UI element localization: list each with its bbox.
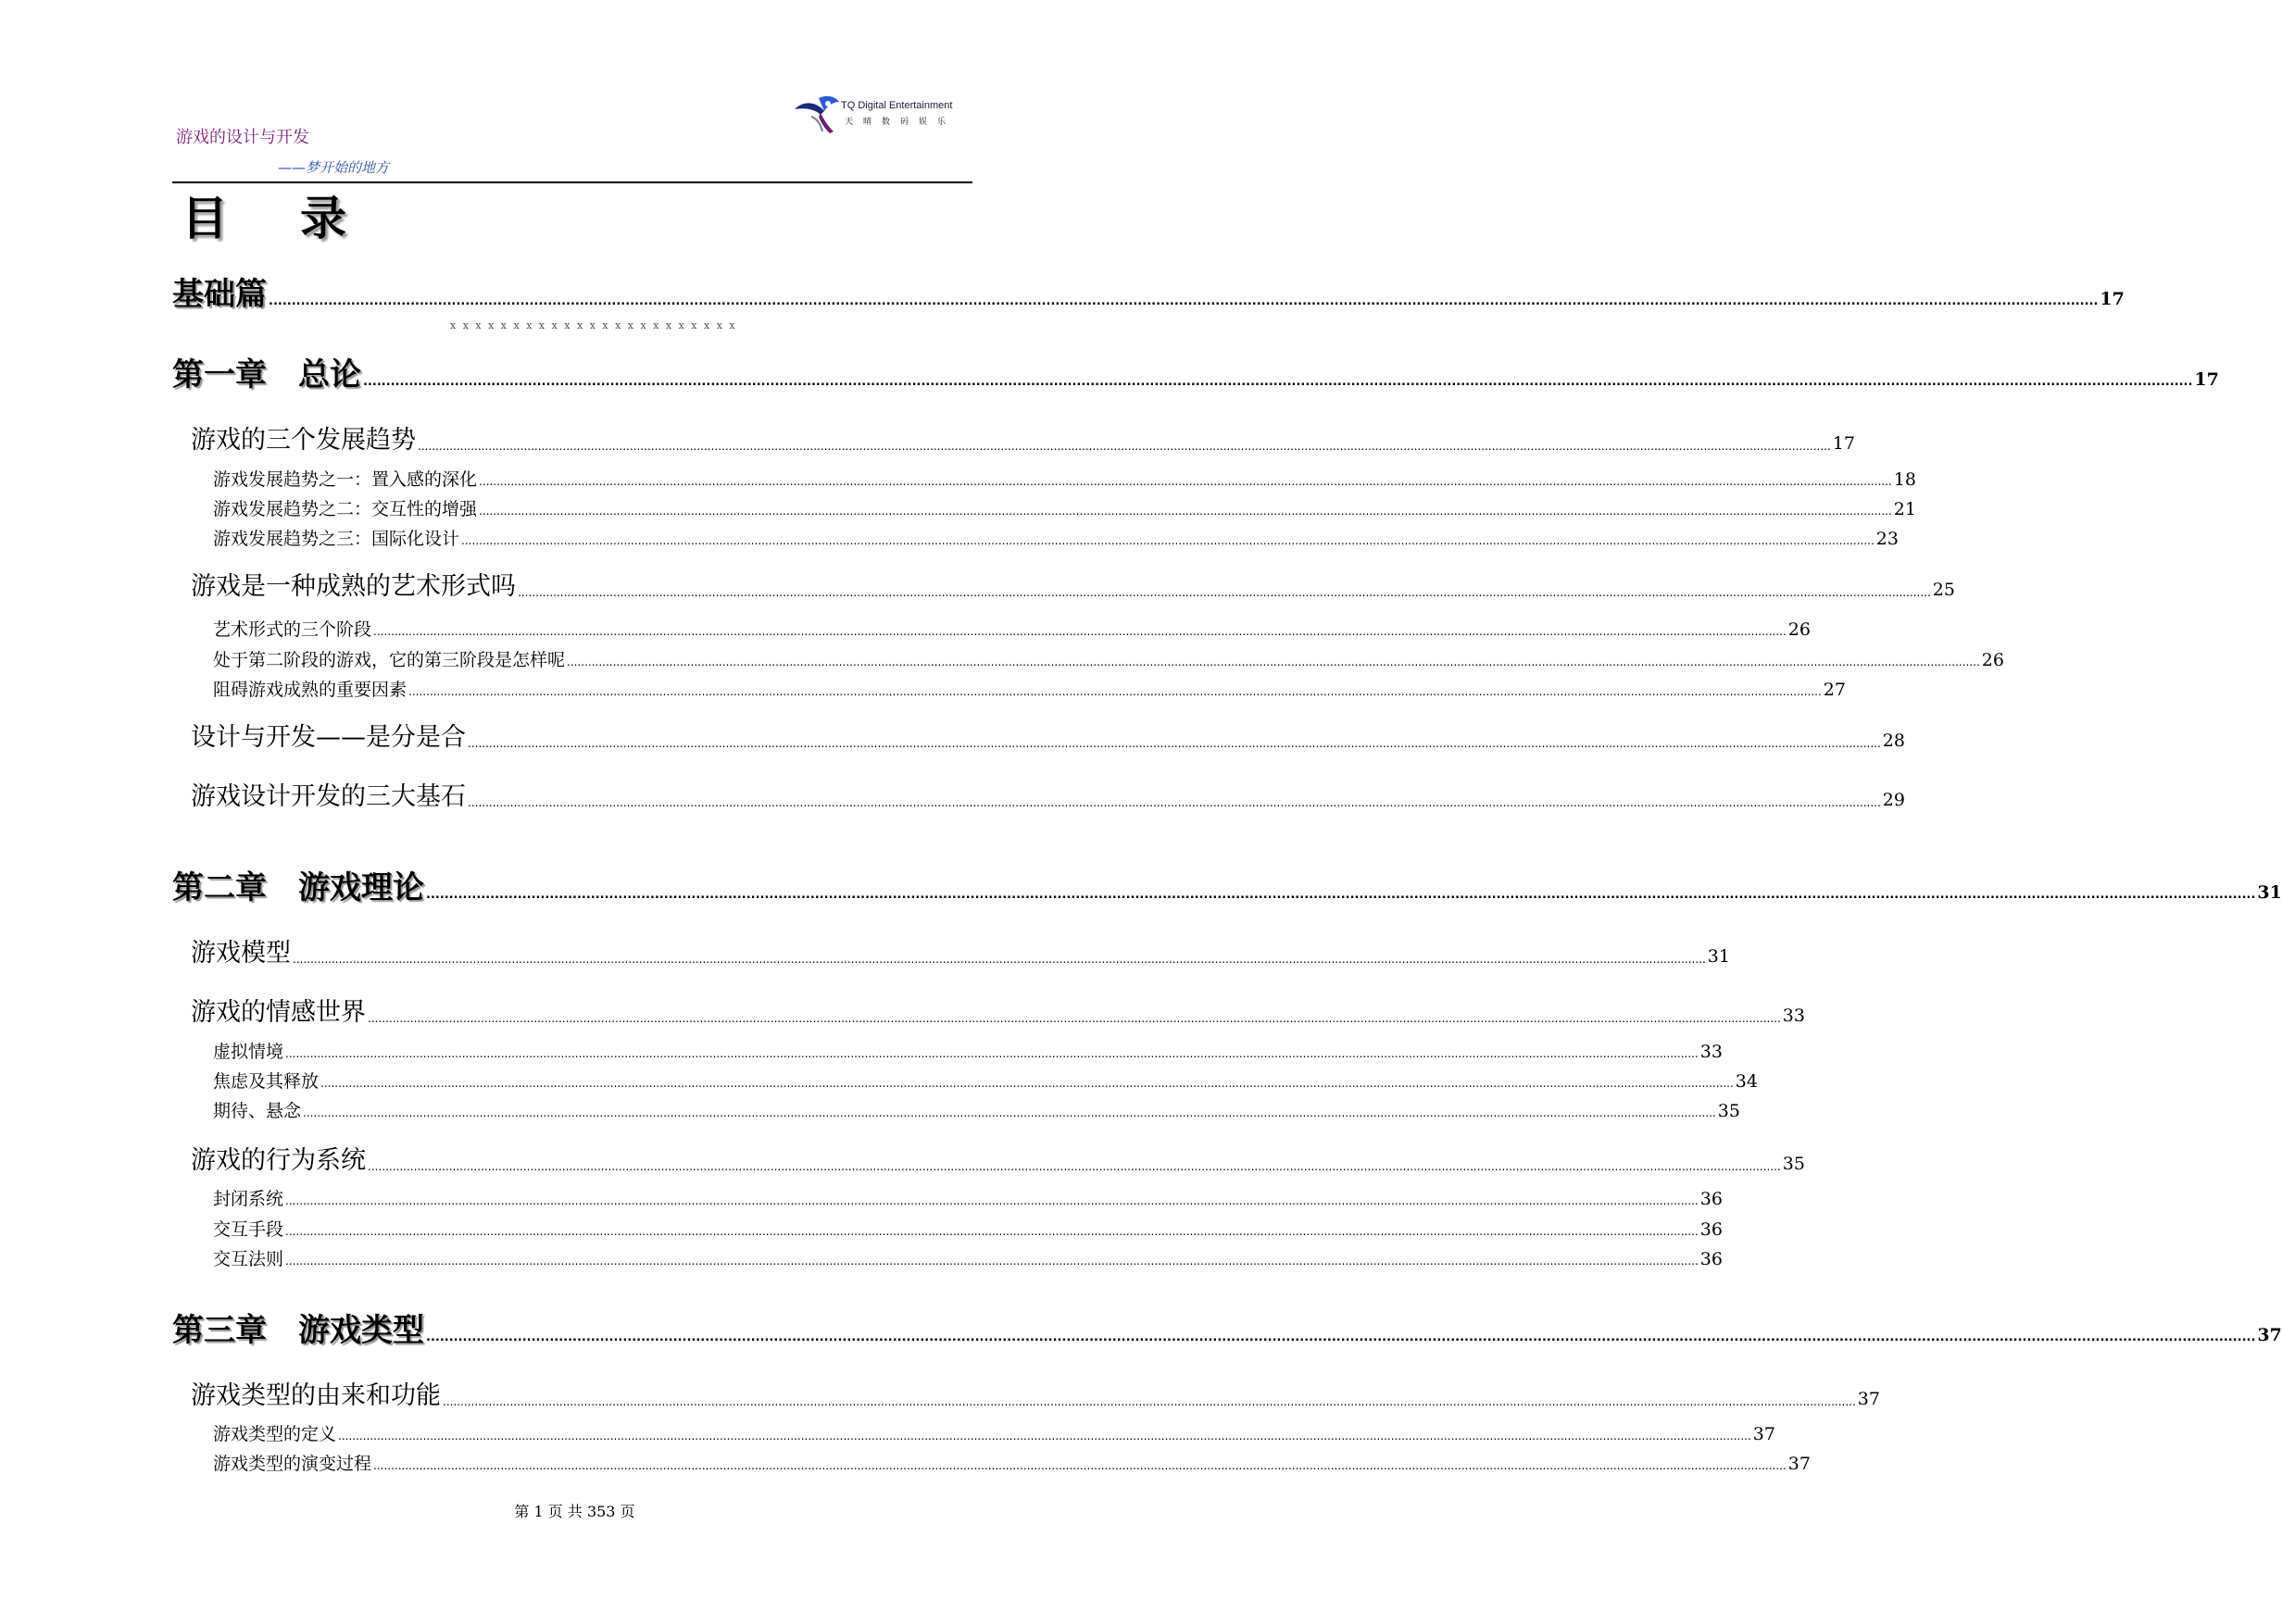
toc-entry-title: 第一章 总论 <box>172 356 361 394</box>
toc-leader-dots: ................................................................................................................................................................................................................................................................................................................................................................................................................ <box>461 534 1874 547</box>
toc-leader-dots: ................................................................................................................................................................................................................................................................................................................................................................................................................ <box>567 656 1980 668</box>
toc-leader-dots: ................................................................................................................................................................................................................................................................................................................................................................................................................ <box>285 1047 1699 1060</box>
page-footer: 第 1 页 共 353 页 <box>514 1503 635 1520</box>
toc-subsection-entry[interactable] <box>213 678 1846 702</box>
toc-entry-title: 游戏类型的由来和功能 <box>191 1381 441 1410</box>
toc-entry-title: 游戏发展趋势之三：国际化设计 <box>213 529 460 549</box>
toc-section-entry[interactable] <box>191 570 1955 604</box>
toc-subsection-entry[interactable] <box>213 1422 1775 1446</box>
toc-section-entry[interactable] <box>191 1144 1805 1178</box>
toc-section-entry[interactable] <box>191 1380 1880 1413</box>
toc-entry-title: 游戏模型 <box>191 939 291 968</box>
toc-entry-title: 阻碍游戏成熟的重要因素 <box>213 680 408 700</box>
toc-entry-title: 交互手段 <box>213 1219 284 1240</box>
toc-entry-title: 设计与开发——是分是合 <box>191 723 466 752</box>
toc-section-entry[interactable] <box>191 424 1855 457</box>
toc-leader-dots: ................................................................................................................................................................................................................................................................................................................................................................................................................ <box>293 953 1706 966</box>
toc-leader-dots: ................................................................................................................................................................................................................................................................................................................................................................................................................ <box>363 375 2193 389</box>
toc-entry-page: 27 <box>1823 680 1846 700</box>
toc-entry-page: 36 <box>1699 1189 1723 1209</box>
toc-subsection-entry[interactable] <box>213 527 1899 551</box>
toc-subsection-entry[interactable] <box>213 1452 1811 1476</box>
toc-leader-dots: ................................................................................................................................................................................................................................................................................................................................................................................................................ <box>479 475 1892 488</box>
toc-leader-dots: ................................................................................................................................................................................................................................................................................................................................................................................................................ <box>426 888 2256 902</box>
toc-entry-title: 游戏发展趋势之一：置入感的深化 <box>213 469 478 490</box>
toc-leader-dots: ................................................................................................................................................................................................................................................................................................................................................................................................................ <box>418 440 1831 453</box>
toc-entry-title: 游戏发展趋势之二：交互性的增强 <box>213 499 478 519</box>
toc-subsection-entry[interactable] <box>213 1040 1723 1064</box>
toc-entry-page: 28 <box>1882 731 1905 751</box>
toc-entry-page: 25 <box>1932 580 1955 600</box>
toc-leader-dots: ................................................................................................................................................................................................................................................................................................................................................................................................................ <box>518 586 1931 599</box>
toc-section-entry[interactable] <box>191 996 1805 1030</box>
toc-entry-page: 26 <box>1981 650 2004 670</box>
toc-entry-title: 游戏类型的定义 <box>213 1424 337 1444</box>
toc-entry-page: 34 <box>1735 1071 1758 1092</box>
logo-text-en: TQ Digital Entertainment <box>841 100 953 111</box>
toc-entry-page: 37 <box>1857 1389 1880 1409</box>
toc-subsection-entry[interactable] <box>213 497 1916 521</box>
toc-leader-dots: ................................................................................................................................................................................................................................................................................................................................................................................................................ <box>426 1330 2256 1344</box>
toc-leader-dots: ................................................................................................................................................................................................................................................................................................................................................................................................................ <box>408 685 1822 698</box>
toc-entry-page: 36 <box>1699 1249 1723 1269</box>
toc-entry-page: 17 <box>1832 433 1855 454</box>
toc-entry-page: 36 <box>1699 1219 1723 1240</box>
toc-section-entry[interactable] <box>191 781 1905 814</box>
toc-entry-page: 33 <box>1699 1042 1723 1062</box>
toc-leader-dots: ................................................................................................................................................................................................................................................................................................................................................................................................................ <box>373 625 1787 638</box>
toc-entry-page: 35 <box>1782 1154 1805 1174</box>
marker-row: x x x x x x x x x x x x x x x x x x x x x x x <box>450 319 737 331</box>
toc-entry-page: 31 <box>1707 946 1730 967</box>
toc-entry-title: 基础篇 <box>172 276 267 313</box>
toc-entry-title: 处于第二阶段的游戏，它的第三阶段是怎样呢 <box>213 650 566 670</box>
toc-entry-title: 焦虑及其释放 <box>213 1071 320 1092</box>
toc-leader-dots: ................................................................................................................................................................................................................................................................................................................................................................................................................ <box>285 1194 1699 1207</box>
toc-section-entry[interactable] <box>191 937 1730 970</box>
toc-chapter-entry[interactable] <box>172 868 2282 908</box>
toc-leader-dots: ................................................................................................................................................................................................................................................................................................................................................................................................................ <box>468 796 1881 809</box>
toc-leader-dots: ................................................................................................................................................................................................................................................................................................................................................................................................................ <box>338 1430 1751 1443</box>
toc-leader-dots: ................................................................................................................................................................................................................................................................................................................................................................................................................ <box>368 1160 1781 1173</box>
toc-section-entry[interactable] <box>191 721 1905 755</box>
toc-entry-title: 游戏设计开发的三大基石 <box>191 782 466 811</box>
header-subtitle: ——梦开始的地方 <box>278 159 390 176</box>
toc-leader-dots: ................................................................................................................................................................................................................................................................................................................................................................................................................ <box>479 505 1892 518</box>
toc-leader-dots: ................................................................................................................................................................................................................................................................................................................................................................................................................ <box>468 737 1881 750</box>
toc-entry-title: 游戏是一种成熟的艺术形式吗 <box>191 572 516 601</box>
toc-entry-title: 游戏类型的演变过程 <box>213 1454 372 1474</box>
toc-entry-page: 23 <box>1875 529 1899 549</box>
toc-entry-title: 虚拟情境 <box>213 1042 284 1062</box>
toc-entry-page: 37 <box>2257 1325 2282 1345</box>
toc-entry-title: 第三章 游戏类型 <box>172 1312 424 1349</box>
toc-entry-page: 35 <box>1717 1101 1740 1121</box>
toc-entry-page: 29 <box>1882 790 1905 810</box>
toc-entry-page: 21 <box>1893 499 1916 519</box>
toc-entry-title: 游戏的情感世界 <box>191 998 366 1027</box>
header-title: 游戏的设计与开发 <box>176 128 309 147</box>
toc-leader-dots: ................................................................................................................................................................................................................................................................................................................................................................................................................ <box>368 1012 1781 1025</box>
toc-subsection-entry[interactable] <box>213 1069 1758 1093</box>
toc-entry-page: 31 <box>2257 882 2282 903</box>
toc-subsection-entry[interactable] <box>213 1187 1723 1211</box>
toc-entry-title: 交互法则 <box>213 1249 284 1269</box>
toc-leader-dots: ................................................................................................................................................................................................................................................................................................................................................................................................................ <box>443 1395 1856 1408</box>
toc-entry-title: 游戏的行为系统 <box>191 1146 366 1175</box>
toc-subsection-entry[interactable] <box>213 618 1811 642</box>
toc-chapter-entry[interactable] <box>172 1310 2282 1351</box>
toc-entry-page: 33 <box>1782 1006 1805 1026</box>
toc-heading: 目录 <box>182 192 419 245</box>
toc-entry-page: 26 <box>1787 619 1811 640</box>
toc-entry-title: 游戏的三个发展趋势 <box>191 426 416 455</box>
toc-entry-title: 封闭系统 <box>213 1189 284 1209</box>
toc-subsection-entry[interactable] <box>213 1099 1740 1123</box>
toc-entry-title: 第二章 游戏理论 <box>172 869 424 906</box>
toc-entry-title: 艺术形式的三个阶段 <box>213 619 372 640</box>
logo-bird-icon <box>793 93 841 137</box>
toc-subsection-entry[interactable] <box>213 648 2004 672</box>
toc-entry-page: 37 <box>1752 1424 1775 1444</box>
toc-leader-dots: ................................................................................................................................................................................................................................................................................................................................................................................................................ <box>373 1459 1787 1472</box>
toc-leader-dots: ................................................................................................................................................................................................................................................................................................................................................................................................................ <box>269 294 2099 308</box>
toc-chapter-entry[interactable] <box>172 274 2125 315</box>
toc-entry-page: 18 <box>1893 469 1916 490</box>
toc-subsection-entry[interactable] <box>213 1218 1723 1242</box>
logo-text-cn: 天晴数码娱乐 <box>845 118 957 127</box>
toc-chapter-entry[interactable] <box>172 355 2219 395</box>
toc-leader-dots: ................................................................................................................................................................................................................................................................................................................................................................................................................ <box>285 1255 1699 1268</box>
toc-leader-dots: ................................................................................................................................................................................................................................................................................................................................................................................................................ <box>303 1106 1716 1119</box>
toc-subsection-entry[interactable] <box>213 468 1916 492</box>
toc-entry-page: 37 <box>1787 1454 1811 1474</box>
toc-subsection-entry[interactable] <box>213 1247 1723 1271</box>
toc-entry-title: 期待、悬念 <box>213 1101 302 1121</box>
toc-leader-dots: ................................................................................................................................................................................................................................................................................................................................................................................................................ <box>285 1225 1699 1238</box>
company-logo <box>793 93 978 137</box>
toc-leader-dots: ................................................................................................................................................................................................................................................................................................................................................................................................................ <box>320 1077 1734 1090</box>
toc-entry-page: 17 <box>2194 369 2219 390</box>
toc-entry-page: 17 <box>2100 289 2125 309</box>
